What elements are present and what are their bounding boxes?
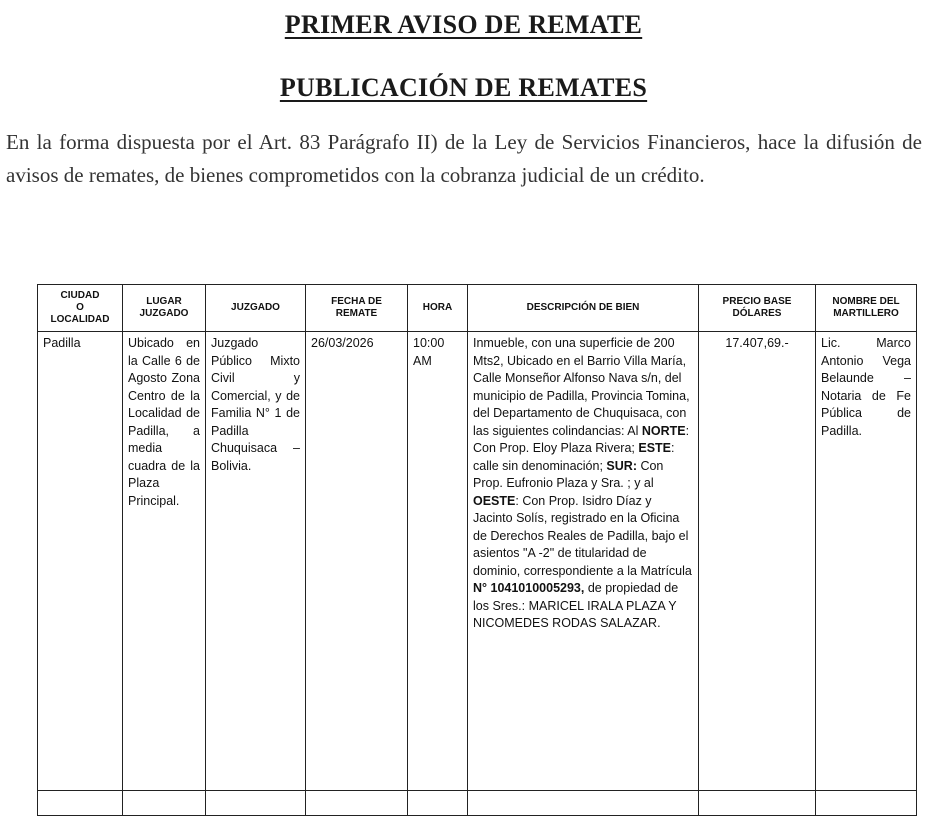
- empty-cell: [816, 791, 917, 816]
- header-precio: PRECIO BASE DÓLARES: [699, 285, 816, 332]
- empty-cell: [123, 791, 206, 816]
- matricula-number: N° 1041010005293,: [473, 581, 585, 595]
- cell-descripcion: Inmueble, con una superficie de 200 Mts2, Ubicado en el Barrio Villa María, Calle Monseñor Alfonso Nava s/n, del municipio de Padilla, Provincia Tomina, del Departamento de Chuquisaca, con las siguientes colindancias: Al NORTE: Con Prop. Eloy Plaza Rivera; ESTE: calle sin denominación; SUR: Con Prop. Eufronio Plaza y Sra. ; y al OESTE: Con Prop. Isidro Díaz y Jacinto Solís, registrado en la Oficina de Derechos Reales de Padilla, bajo el asientos "A -2" de titularidad de dominio, correspondiente a la Matrícula N° 1041010005293, de propiedad de los Sres.: MARICEL IRALA PLAZA Y NICOMEDES RODAS SALAZAR.: [468, 332, 699, 791]
- header-lugar-juzgado: LUGAR JUZGADO: [123, 285, 206, 332]
- empty-cell: [408, 791, 468, 816]
- cell-martillero: Lic. Marco Antonio Vega Belaunde – Notaria de Fe Pública de Padilla.: [816, 332, 917, 791]
- header-fecha: FECHA DE REMATE: [306, 285, 408, 332]
- header-descripcion: DESCRIPCIÓN DE BIEN: [468, 285, 699, 332]
- cell-precio: 17.407,69.-: [699, 332, 816, 791]
- table-header-row: [38, 285, 917, 332]
- cell-lugar: Ubicado en la Calle 6 de Agosto Zona Centro de la Localidad de Padilla, a media cuadra de la Plaza Principal.: [123, 332, 206, 791]
- empty-cell: [206, 791, 306, 816]
- empty-cell: [699, 791, 816, 816]
- page-subtitle: PUBLICACIÓN DE REMATES: [279, 73, 648, 102]
- cell-juzgado: Juzgado Público Mixto Civil y Comercial, y de Familia N° 1 de Padilla Chuquisaca – Bolivia.: [206, 332, 306, 791]
- table-row: [38, 332, 917, 791]
- table-row-empty: [38, 791, 917, 816]
- page-title: PRIMER AVISO DE REMATE: [284, 10, 643, 39]
- oeste-label: OESTE: [473, 493, 516, 508]
- cell-hora: 10:00 AM: [408, 332, 468, 791]
- empty-cell: [38, 791, 123, 816]
- header-martillero: NOMBRE DEL MARTILLERO: [816, 285, 917, 332]
- sur-label: SUR:: [606, 458, 637, 473]
- norte-label: NORTE: [641, 423, 686, 438]
- cell-fecha: 26/03/2026: [306, 332, 408, 791]
- empty-cell: [306, 791, 408, 816]
- header-ciudad: CIUDAD O LOCALIDAD: [38, 285, 123, 332]
- cell-ciudad: Padilla: [38, 332, 123, 791]
- remates-table: [37, 284, 917, 816]
- header-hora: HORA: [408, 285, 468, 332]
- empty-cell: [468, 791, 699, 816]
- este-label: ESTE: [638, 441, 672, 455]
- header-juzgado: JUZGADO: [206, 285, 306, 332]
- intro-paragraph: En la forma dispuesta por el Art. 83 Parágrafo II) de la Ley de Servicios Financieros, hace la difusión de avisos de remates, de bienes comprometidos con la cobranza judicial de un crédito.: [6, 130, 922, 187]
